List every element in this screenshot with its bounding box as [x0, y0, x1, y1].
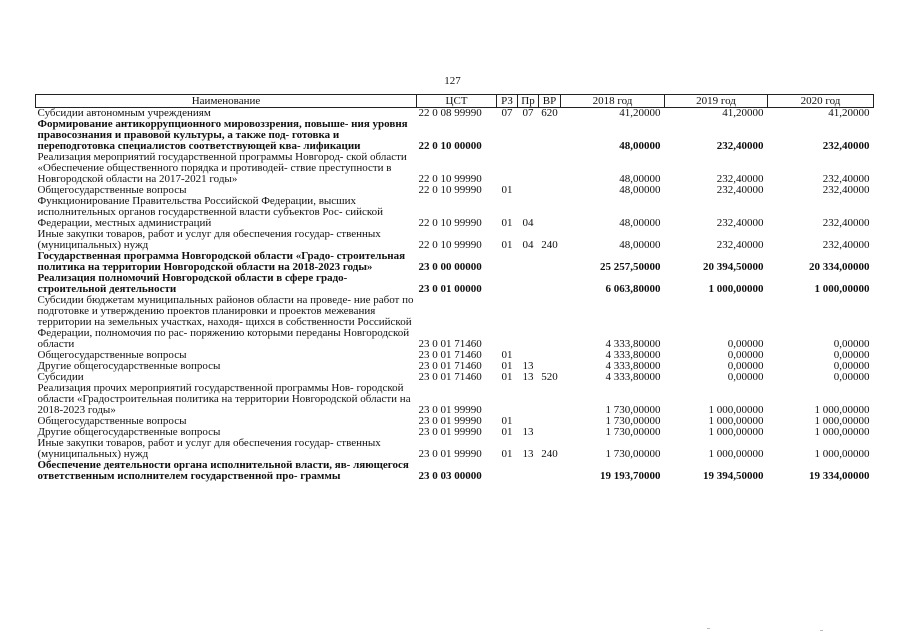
cell-2019: 0,00000 — [727, 371, 764, 383]
cell-name: Общегосударственные вопросы — [37, 349, 187, 361]
cell-2019: 1 000,00000 — [708, 426, 764, 438]
header-2020: 2020 год — [768, 95, 874, 108]
cell-rz: 01 — [501, 239, 513, 251]
cell-cst: 23 0 01 00000 — [418, 283, 482, 295]
cell-rz: 01 — [501, 415, 513, 427]
cell-vr: 520 — [541, 371, 558, 383]
cell-cst: 22 0 10 99990 — [418, 173, 482, 185]
table-body — [36, 108, 874, 483]
cell-rz — [497, 273, 518, 295]
cell-pr: 13 — [522, 371, 534, 383]
cell-2019: 232,40000 — [716, 217, 764, 229]
cell-vr — [539, 350, 561, 361]
cell-2018: 48,00000 — [619, 239, 661, 251]
cell-vr — [539, 196, 561, 229]
cell-rz — [497, 119, 518, 152]
cell-rz — [497, 295, 518, 350]
cell-2018: 4 333,80000 — [605, 349, 661, 361]
table-row — [36, 295, 874, 350]
table-row — [36, 438, 874, 460]
cell-2018: 19 193,70000 — [600, 470, 661, 482]
cell-name: Субсидии — [37, 371, 84, 383]
scan-speck — [707, 628, 710, 629]
table-row — [36, 460, 874, 482]
cell-2019: 0,00000 — [727, 338, 764, 350]
cell-vr: 240 — [541, 239, 558, 251]
cell-vr — [539, 416, 561, 427]
cell-vr — [539, 427, 561, 438]
header-name: Наименование — [36, 95, 417, 108]
cell-2019: 232,40000 — [716, 140, 764, 152]
cell-cst: 23 0 01 71460 — [418, 371, 482, 383]
cell-pr — [518, 119, 539, 152]
cell-cst: 22 0 10 99990 — [418, 184, 482, 196]
cell-name: Иные закупки товаров, работ и услуг для обеспечения государ- ственных (муниципальных) нужд — [37, 228, 381, 251]
cell-pr: 04 — [522, 217, 534, 229]
table-row — [36, 229, 874, 251]
cell-2020: 0,00000 — [833, 349, 870, 361]
cell-2019: 232,40000 — [716, 173, 764, 185]
cell-pr: 07 — [522, 107, 534, 119]
cell-rz: 01 — [501, 349, 513, 361]
cell-cst: 23 0 01 99990 — [418, 448, 482, 460]
cell-2019: 41,20000 — [722, 107, 764, 119]
cell-name: Другие общегосударственные вопросы — [37, 360, 221, 372]
cell-rz: 01 — [501, 360, 513, 372]
cell-2018: 48,00000 — [619, 140, 661, 152]
table-row — [36, 119, 874, 152]
cell-rz: 01 — [501, 217, 513, 229]
cell-name: Функционирование Правительства Российской Федерации, высших исполнительных органов государственной власти субъектов Рос- сийской Федерации, местных администраций — [37, 195, 384, 229]
cell-cst: 23 0 01 71460 — [418, 360, 482, 372]
cell-pr: 13 — [522, 448, 534, 460]
cell-rz — [497, 383, 518, 416]
header-vr: ВР — [539, 95, 561, 108]
cell-2020: 1 000,00000 — [814, 415, 870, 427]
cell-2018: 1 730,00000 — [605, 415, 661, 427]
cell-2018: 4 333,80000 — [605, 338, 661, 350]
cell-rz: 01 — [501, 184, 513, 196]
table-row — [36, 383, 874, 416]
budget-table — [35, 94, 874, 482]
cell-rz: 07 — [501, 107, 513, 119]
cell-2018: 48,00000 — [619, 217, 661, 229]
cell-cst: 23 0 01 99990 — [418, 426, 482, 438]
cell-cst: 23 0 00 00000 — [418, 261, 482, 273]
cell-2018: 48,00000 — [619, 184, 661, 196]
cell-2018: 1 730,00000 — [605, 404, 661, 416]
cell-2019: 232,40000 — [716, 184, 764, 196]
cell-2018: 41,20000 — [619, 107, 661, 119]
cell-name: Государственная программа Новгородской области «Градо- строительная политика на территории Новгородской области на 2018-2023 годы» — [37, 250, 406, 273]
cell-name: Субсидии бюджетам муниципальных районов области на проведе- ние работ по подготовке и утверждению проектов планировки и проектов межевания территории на земельных участках, находя- щихся в собственности Российской Федерации, полномочия по рас- поряжению которыми переданы Новгородской области — [37, 294, 414, 350]
cell-rz: 01 — [501, 448, 513, 460]
cell-vr — [539, 119, 561, 152]
cell-pr: 13 — [522, 426, 534, 438]
cell-2019: 20 394,50000 — [703, 261, 764, 273]
cell-2020: 41,20000 — [828, 107, 870, 119]
table-row — [36, 273, 874, 295]
cell-pr — [518, 460, 539, 482]
cell-cst: 23 0 01 99990 — [418, 415, 482, 427]
cell-2018: 4 333,80000 — [605, 371, 661, 383]
cell-2018: 1 730,00000 — [605, 448, 661, 460]
cell-vr — [539, 460, 561, 482]
cell-2020: 0,00000 — [833, 371, 870, 383]
cell-pr: 13 — [522, 360, 534, 372]
cell-2020: 19 334,00000 — [809, 470, 870, 482]
cell-cst: 22 0 10 99990 — [418, 217, 482, 229]
cell-pr — [518, 251, 539, 273]
cell-cst: 23 0 01 71460 — [418, 338, 482, 350]
cell-2019: 1 000,00000 — [708, 415, 764, 427]
cell-2020: 232,40000 — [822, 239, 870, 251]
cell-vr — [539, 383, 561, 416]
cell-vr — [539, 295, 561, 350]
cell-name: Формирование антикоррупционного мировоззрения, повыше- ния уровня правосознания и правовой культуры, а также под- готовка и переподготовка специалистов соответствующей ква- лификации — [37, 118, 408, 152]
cell-pr — [518, 152, 539, 185]
cell-2020: 232,40000 — [822, 217, 870, 229]
cell-rz: 01 — [501, 371, 513, 383]
cell-vr: 620 — [541, 107, 558, 119]
header-cst: ЦСТ — [417, 95, 497, 108]
cell-2020: 232,40000 — [822, 184, 870, 196]
cell-2019: 0,00000 — [727, 360, 764, 372]
cell-2018: 6 063,80000 — [605, 283, 661, 295]
cell-name: Общегосударственные вопросы — [37, 415, 187, 427]
cell-vr — [539, 273, 561, 295]
cell-2019: 1 000,00000 — [708, 404, 764, 416]
cell-cst: 23 0 01 99990 — [418, 404, 482, 416]
cell-2019: 19 394,50000 — [703, 470, 764, 482]
cell-2020: 0,00000 — [833, 338, 870, 350]
cell-2020: 232,40000 — [822, 173, 870, 185]
cell-cst: 22 0 08 99990 — [418, 107, 482, 119]
cell-2020: 20 334,00000 — [809, 261, 870, 273]
cell-vr — [539, 251, 561, 273]
cell-2020: 1 000,00000 — [814, 426, 870, 438]
table-row — [36, 152, 874, 185]
cell-pr: 04 — [522, 239, 534, 251]
cell-pr — [518, 273, 539, 295]
cell-2020: 232,40000 — [822, 140, 870, 152]
cell-rz — [497, 152, 518, 185]
header-pr: Пр — [518, 95, 539, 108]
cell-vr — [539, 185, 561, 196]
cell-pr — [518, 185, 539, 196]
header-rz: РЗ — [497, 95, 518, 108]
cell-rz — [497, 460, 518, 482]
cell-name: Общегосударственные вопросы — [37, 184, 187, 196]
cell-vr — [539, 152, 561, 185]
table-row — [36, 251, 874, 273]
cell-2020: 0,00000 — [833, 360, 870, 372]
cell-name: Другие общегосударственные вопросы — [37, 426, 221, 438]
cell-2020: 1 000,00000 — [814, 283, 870, 295]
cell-name: Реализация полномочий Новгородской области в сфере градо- строительной деятельности — [37, 272, 348, 295]
cell-2018: 48,00000 — [619, 173, 661, 185]
cell-2019: 1 000,00000 — [708, 283, 764, 295]
page-number: 127 — [444, 75, 461, 87]
header-2018: 2018 год — [561, 95, 665, 108]
cell-2020: 1 000,00000 — [814, 448, 870, 460]
cell-cst: 22 0 10 99990 — [418, 239, 482, 251]
cell-2018: 1 730,00000 — [605, 426, 661, 438]
header-2019: 2019 год — [665, 95, 768, 108]
cell-name: Реализация мероприятий государственной программы Новгород- ской области «Обеспечение общественного порядка и противодей- ствие преступности в Новгородской области на 2017-2021 годы» — [37, 151, 407, 185]
cell-rz — [497, 251, 518, 273]
cell-cst: 23 0 03 00000 — [418, 470, 482, 482]
cell-pr — [518, 383, 539, 416]
cell-name: Обеспечение деятельности органа исполнительной власти, яв- ляющегося ответственным исполнителем государственной про- граммы — [37, 459, 409, 482]
cell-name: Иные закупки товаров, работ и услуг для обеспечения государ- ственных (муниципальных) нужд — [37, 437, 381, 460]
cell-2018: 25 257,50000 — [600, 261, 661, 273]
cell-name: Субсидии автономным учреждениям — [37, 107, 211, 119]
cell-rz: 01 — [501, 426, 513, 438]
cell-cst: 22 0 10 00000 — [418, 140, 482, 152]
cell-2020: 1 000,00000 — [814, 404, 870, 416]
cell-name: Реализация прочих мероприятий государственной программы Нов- городской области «Градостроительная политика на территории Новгородской области на 2018-2023 годы» — [37, 382, 411, 416]
cell-2019: 232,40000 — [716, 239, 764, 251]
table-row — [36, 196, 874, 229]
cell-cst: 23 0 01 71460 — [418, 349, 482, 361]
scan-speck — [820, 630, 823, 631]
cell-vr: 240 — [541, 448, 558, 460]
cell-2019: 1 000,00000 — [708, 448, 764, 460]
table-header-row — [36, 95, 874, 108]
cell-2018: 4 333,80000 — [605, 360, 661, 372]
cell-2019: 0,00000 — [727, 349, 764, 361]
cell-pr — [518, 295, 539, 350]
